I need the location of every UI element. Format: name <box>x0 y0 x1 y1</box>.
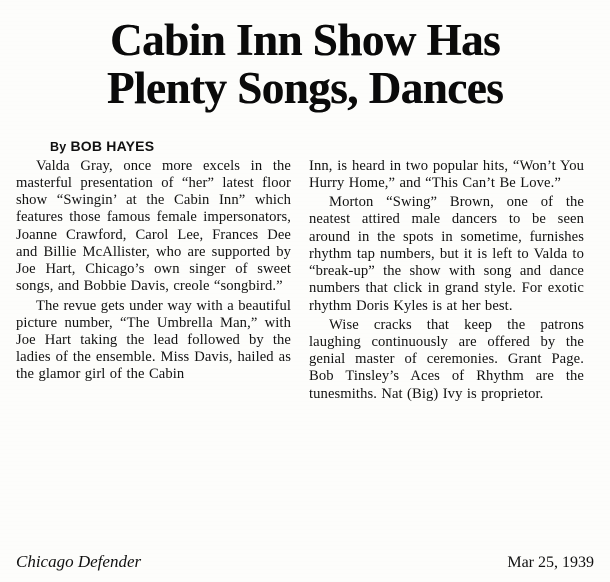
paragraph: Valda Gray, once more excels in the masterful presentation of “her” latest floor show “Swingin’ at the Cabin Inn” which features those famous female impersonators, Joanne Crawford, Carol Lee, Frances Dee and Billie McAllister, who are supported by Joe Hart, Chicago’s own singer of sweet songs, and Bobbie Davis, creole “songbird.” <box>16 157 291 295</box>
paragraph: Inn, is heard in two popular hits, “Won’t You Hurry Home,” and “This Can’t Be Love.” <box>309 157 584 191</box>
byline-author: BOB HAYES <box>70 137 155 154</box>
headline-line-2: Plenty Songs, Dances <box>106 62 504 113</box>
byline-prefix: By <box>50 139 67 154</box>
byline <box>16 138 594 154</box>
source-label: Chicago Defender <box>16 552 142 571</box>
date-label: Mar 25, 1939 <box>507 554 594 571</box>
paragraph: Wise cracks that keep the patrons laughing continuously are offered by the genial master of ceremonies. Grant Page. Bob Tinsley’s Aces of Rhythm are the tunesmiths. Nat (Big) Ivy is proprietor. <box>309 316 584 402</box>
headline-line-1: Cabin Inn Show Has <box>110 15 500 65</box>
article-body <box>16 158 594 405</box>
clipping-footer <box>16 552 594 572</box>
paragraph: The revue gets under way with a beautiful picture number, “The Umbrella Man,” with Joe Hart taking the lead followed by the ladies of the ensemble. Miss Davis, hailed as the glamor girl of the Cabin <box>16 297 291 383</box>
column-right <box>309 158 584 405</box>
page-title <box>16 15 594 113</box>
paragraph: Morton “Swing” Brown, one of the neatest attired male dancers to be seen around in the spots in sometime, furnishes rhythm tap numbers, but it is left to Valda to “break-up” the show with song and dance numbers that click in grand style. For exotic rhythm Doris Kyles is at her best. <box>309 194 584 314</box>
column-left <box>16 158 291 405</box>
